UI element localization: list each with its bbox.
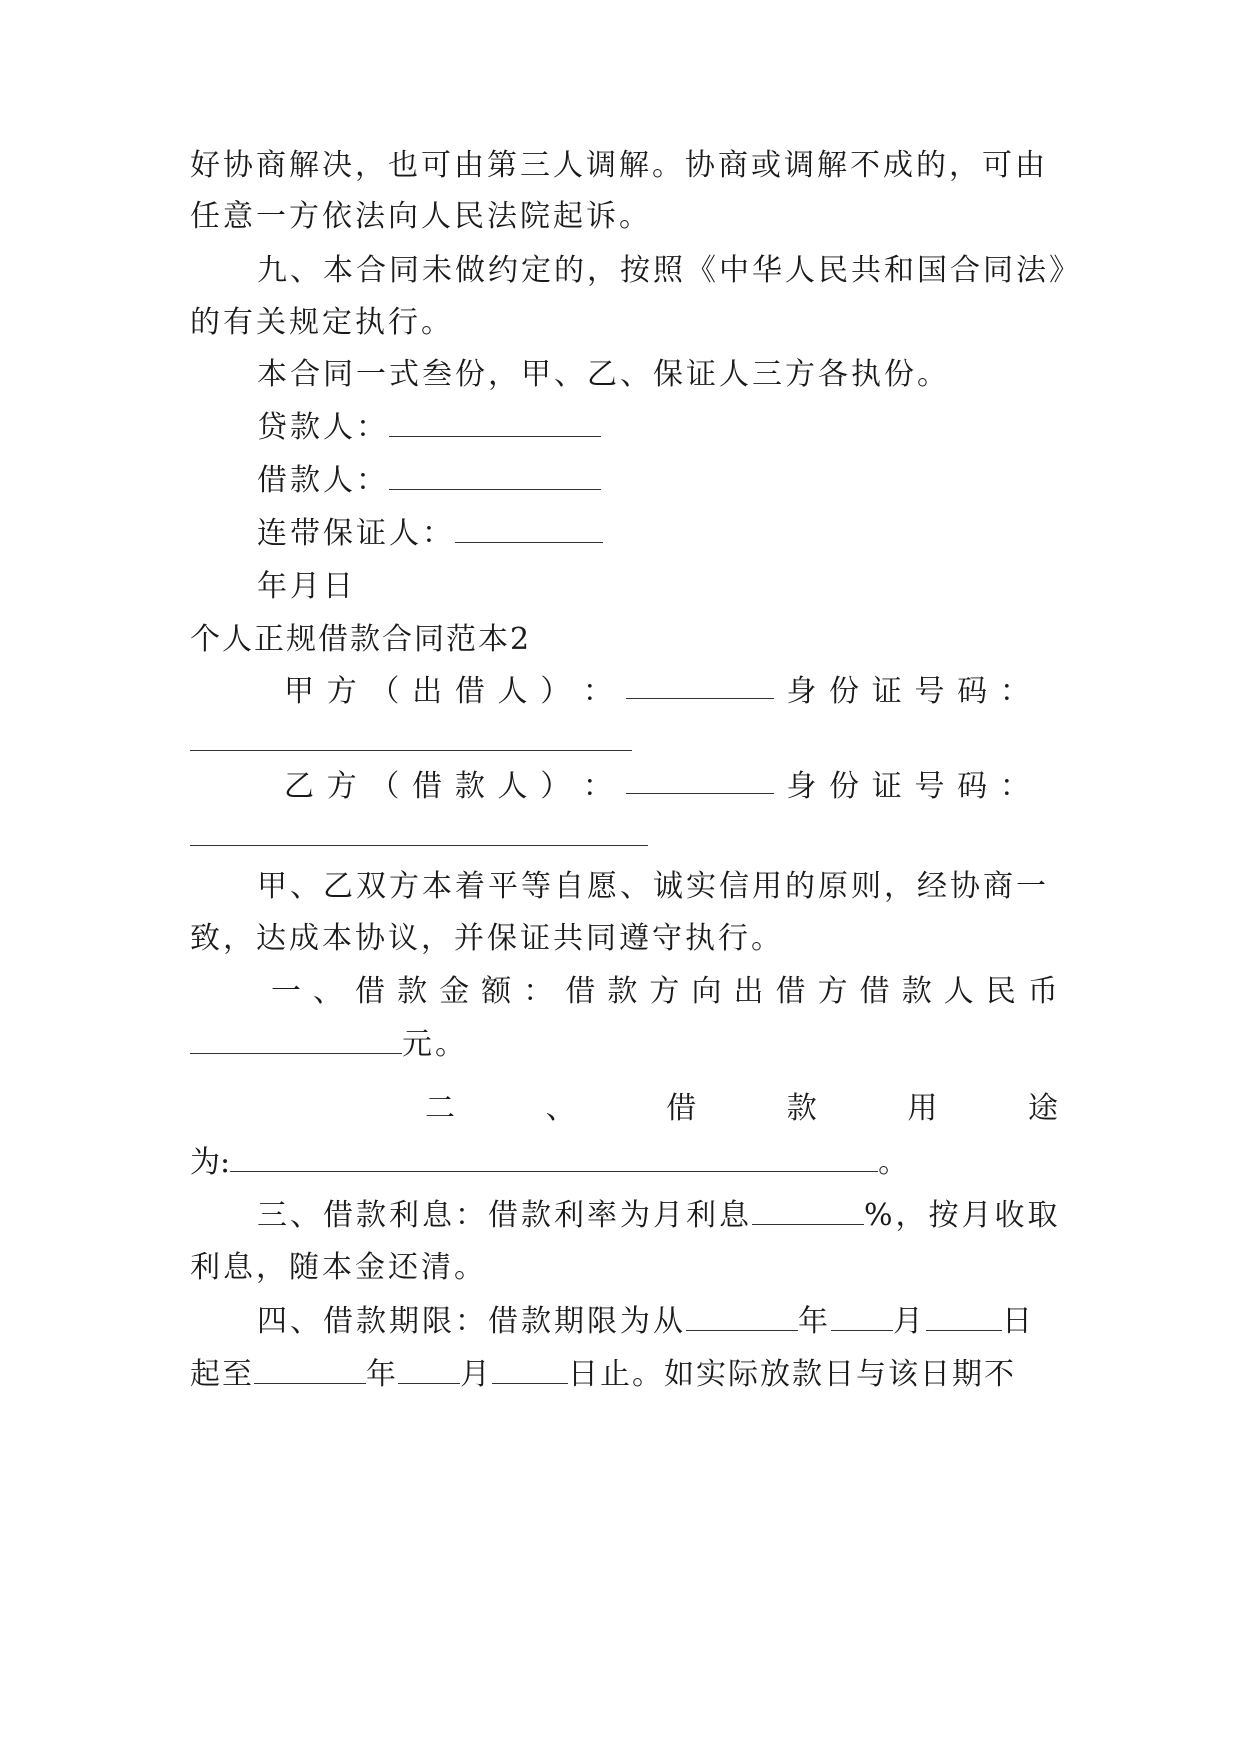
term-text: 起至 <box>190 1357 254 1392</box>
interest-text: 三、借款利息：借款利率为月利息 <box>257 1198 752 1233</box>
party-a-char: 份 <box>829 674 860 709</box>
party-a-char: 甲 <box>284 674 314 709</box>
yuan-label: 元。 <box>402 1027 468 1062</box>
interest-line <box>257 1194 1061 1238</box>
borrower-signature-line <box>257 459 1058 503</box>
term-text: 四、借款期限：借款期限为从 <box>257 1304 686 1339</box>
amount-char: 一 <box>271 974 301 1009</box>
purpose-end: 。 <box>878 1145 909 1180</box>
month-label: 月 <box>893 1304 926 1339</box>
party-b-name-blank <box>626 765 774 794</box>
amount-char: 借 <box>565 974 596 1009</box>
guarantor-blank <box>455 514 603 543</box>
amount-char: 、 <box>313 974 344 1009</box>
term-line <box>257 1300 1058 1344</box>
preamble-line: 致，达成本协议，并保证共同遵守执行。 <box>190 921 784 956</box>
day-label: 日 <box>1002 1304 1035 1339</box>
party-a-char: 身 <box>786 674 817 709</box>
start-month-blank <box>831 1302 893 1331</box>
party-b-char: 份 <box>829 769 860 804</box>
paragraph-line: 好协商解决，也可由第三人调解。协商或调解不成的，可由 <box>190 148 1048 183</box>
loan-amount-line <box>271 970 1058 1014</box>
amount-char: 出 <box>733 974 764 1009</box>
amount-char: 民 <box>985 974 1016 1009</box>
purpose-prefix: 为: <box>190 1145 231 1180</box>
purpose-char: 二 <box>425 1091 455 1126</box>
party-a-id-blank <box>190 750 632 751</box>
party-a-char: 借 <box>454 674 485 709</box>
party-b-char: 证 <box>871 769 902 804</box>
amount-char: 借 <box>775 974 806 1009</box>
party-b-id-blank <box>190 845 648 846</box>
contract-title: 个人正规借款合同范本2 <box>190 622 532 657</box>
interest-rate-blank <box>752 1196 864 1225</box>
amount-char: ： <box>523 974 554 1009</box>
end-day-blank <box>492 1355 568 1384</box>
term-line-2 <box>190 1353 1058 1397</box>
lender-blank <box>389 408 601 437</box>
party-b-char: 身 <box>786 769 817 804</box>
borrower-label: 借款人： <box>257 463 389 498</box>
paragraph-line: 的有关规定执行。 <box>190 305 454 340</box>
date-line: 年月日 <box>257 569 356 604</box>
amount-char: 借 <box>859 974 890 1009</box>
amount-char: 借 <box>355 974 386 1009</box>
amount-char: 款 <box>901 974 932 1009</box>
party-a-char: 人 <box>497 674 528 709</box>
year-label: 年 <box>798 1304 831 1339</box>
month-label: 月 <box>460 1357 492 1392</box>
copies-line: 本合同一式叁份，甲、乙、保证人三方各执份。 <box>257 357 950 392</box>
party-b-char: 码 <box>957 769 988 804</box>
party-a-char: 方 <box>326 674 357 709</box>
amount-char: 向 <box>691 974 722 1009</box>
term-text: 日止。如实际放款日与该日期不 <box>568 1357 1016 1392</box>
loan-purpose-line <box>425 1087 1058 1131</box>
purpose-char: 款 <box>786 1091 817 1126</box>
party-a-char: 证 <box>871 674 902 709</box>
party-b-char: 方 <box>326 769 357 804</box>
guarantor-label: 连带保证人： <box>257 516 455 551</box>
loan-amount-line-2 <box>190 1023 1058 1067</box>
purpose-blank <box>230 1143 878 1172</box>
amount-char: 币 <box>1027 974 1058 1009</box>
party-a-name-blank <box>626 670 774 699</box>
purpose-char: 途 <box>1027 1091 1058 1126</box>
party-a-char: 出 <box>412 674 443 709</box>
year-label: 年 <box>366 1357 398 1392</box>
party-b-char: （ <box>369 769 400 804</box>
amount-char: 额 <box>481 974 512 1009</box>
party-a-char: （ <box>369 674 400 709</box>
amount-blank <box>190 1025 402 1054</box>
guarantor-signature-line <box>257 512 1058 556</box>
lender-signature-line <box>257 406 1058 450</box>
party-b-char: 款 <box>454 769 485 804</box>
party-b-char: ） <box>540 769 571 804</box>
borrower-blank <box>389 461 601 490</box>
party-b-char: 人 <box>497 769 528 804</box>
party-b-line <box>284 765 1030 809</box>
party-a-char: 码 <box>957 674 988 709</box>
amount-char: 金 <box>439 974 470 1009</box>
end-month-blank <box>398 1355 460 1384</box>
paragraph-line: 任意一方依法向人民法院起诉。 <box>190 199 652 234</box>
end-year-blank <box>254 1355 366 1384</box>
party-a-char: ： <box>999 674 1030 709</box>
party-b-char: 乙 <box>284 769 314 804</box>
party-b-char: 借 <box>412 769 443 804</box>
amount-char: 方 <box>649 974 680 1009</box>
clause-nine-line: 九、本合同未做约定的，按照《中华人民共和国合同法》 <box>257 253 1082 288</box>
purpose-char: 、 <box>545 1091 576 1126</box>
purpose-char: 用 <box>907 1091 938 1126</box>
party-a-char: ） <box>540 674 571 709</box>
start-year-blank <box>686 1302 798 1331</box>
amount-char: 方 <box>817 974 848 1009</box>
amount-char: 人 <box>943 974 974 1009</box>
lender-label: 贷款人： <box>257 410 389 445</box>
party-b-char: ： <box>582 769 613 804</box>
party-a-char: ： <box>582 674 613 709</box>
interest-text: %，按月收取 <box>864 1198 1061 1233</box>
amount-char: 款 <box>607 974 638 1009</box>
interest-line-2: 利息，随本金还清。 <box>190 1250 487 1285</box>
start-day-blank <box>926 1302 1002 1331</box>
party-a-char: 号 <box>914 674 945 709</box>
preamble-line: 甲、乙双方本着平等自愿、诚实信用的原则，经协商一 <box>257 869 1049 904</box>
loan-purpose-line-2 <box>190 1141 1058 1185</box>
amount-char: 款 <box>397 974 428 1009</box>
party-b-char: 号 <box>914 769 945 804</box>
party-a-line <box>284 670 1030 714</box>
purpose-char: 借 <box>666 1091 697 1126</box>
party-b-char: ： <box>999 769 1030 804</box>
